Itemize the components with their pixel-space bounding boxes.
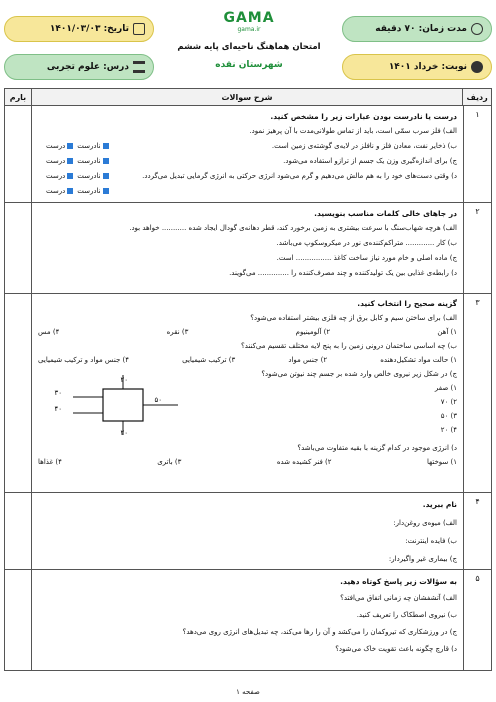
q5-item: الف) آتشفشان چه زمانی اتفاق می‌افتد؟	[340, 594, 457, 602]
questions-table	[4, 88, 492, 671]
q2-item: د) رابطه‌ی غذایی بین یک تولیدکننده و چند مصرف‌کننده را .............. می‌گویند.	[229, 269, 457, 277]
duration-box	[342, 16, 492, 42]
q1-text: الف) فلز سرب سمّی است، باید از تماس طولانی‌مدت با آن پرهیز نمود.	[249, 127, 457, 135]
q3b-question: ب) چه اساسی ساختمان درونی زمین را به پنج لایه مختلف تقسیم می‌کنند؟	[240, 342, 457, 350]
option[interactable]: ۱) آهن	[437, 328, 457, 336]
q1-title: درست یا نادرست بودن عبارات زیر را مشخص کنید.	[270, 112, 457, 121]
false-label: نادرست	[77, 157, 101, 165]
q3c-block	[38, 376, 457, 441]
checkbox-icon[interactable]	[103, 188, 109, 194]
question-row-5	[5, 570, 491, 670]
q4-body	[31, 493, 463, 569]
logo	[154, 10, 344, 33]
true-label: درست	[46, 187, 66, 195]
q5-item: ج) در ورزشکاری که تیروکمان را می‌کشد و آن را رها می‌کند، چه تبدیل‌های انرژی روی می‌دهد؟	[182, 628, 457, 636]
option[interactable]: ۲) ۷۰	[440, 398, 457, 406]
q3c-question: ج) در شکل زیر نیروی خالص وارد شده بر جسم چند نیوتن می‌شود؟	[261, 370, 457, 378]
option[interactable]: ۱) حالت مواد تشکیل‌دهنده	[380, 356, 457, 364]
q1-score	[5, 106, 31, 202]
calendar-icon	[133, 23, 145, 35]
q2-number: ۲	[463, 203, 491, 293]
q3a-question: الف) برای ساختن سیم و کابل برق از چه فلزی بیشتر استفاده می‌شود؟	[250, 314, 457, 322]
session: نوبت: خرداد ۱۴۰۱	[388, 62, 467, 72]
option[interactable]: ۳) ترکیب شیمیایی	[182, 356, 236, 364]
q1-item: د) وقتی دست‌های خود را به هم مالش می‌دهیم و گرم می‌شود انرژی حرکتی به انرژی گرمایی تبدیل می‌گردد.	[142, 172, 457, 180]
col-row: ردیف	[462, 89, 491, 105]
q5-item: د) قارچ چگونه باعث تقویت خاک می‌شود؟	[335, 645, 457, 653]
q3-title: گزینه صحیح را انتخاب کنید.	[357, 299, 457, 308]
option[interactable]: ۴) جنس مواد و ترکیب شیمیایی	[38, 356, 130, 364]
q1-text: ب) ذخایر نفت، معادن فلز و نافلز در لایه‌ی گوشته‌ی زمین است.	[271, 142, 457, 150]
false-label: نادرست	[77, 142, 101, 150]
false-label: نادرست	[77, 187, 101, 195]
q3-score	[5, 294, 31, 492]
q5-score	[5, 570, 31, 670]
option[interactable]: ۱) سوختها	[426, 458, 457, 466]
q1-item-options	[38, 184, 457, 199]
true-false-options	[46, 184, 109, 199]
col-score: بارم	[9, 92, 27, 102]
q2-score	[5, 203, 31, 293]
checkbox-icon[interactable]	[103, 173, 109, 179]
q1-number: ۱	[463, 106, 491, 202]
question-row-3	[5, 294, 491, 493]
clock-icon	[471, 23, 483, 35]
col-desc: شرح سوالات	[31, 89, 462, 105]
logo-text: GAMA	[223, 10, 275, 26]
q1-text: ج) برای اندازه‌گیری وزن یک جسم از ترازو استفاده می‌شود.	[283, 157, 457, 165]
q4-title: نام ببرید.	[422, 500, 457, 509]
force-label: ۳۰	[54, 389, 62, 397]
q5-body	[31, 570, 463, 670]
page-number: صفحه ۱	[236, 688, 260, 696]
question-row-4	[5, 493, 491, 570]
duration: مدت زمان: ۷۰ دقیقه	[375, 24, 467, 34]
option[interactable]: ۳) باتری	[157, 458, 182, 466]
true-false-options	[46, 169, 109, 184]
force-label: ۴۰	[54, 405, 62, 413]
option[interactable]: ۴) غذاها	[38, 458, 62, 466]
option[interactable]: ۴) ۲۰	[440, 426, 457, 434]
date-box	[4, 16, 154, 42]
true-label: درست	[46, 172, 66, 180]
city: شهرستان نقده	[215, 60, 283, 70]
option[interactable]: ۲) فنر کشیده شده	[276, 458, 332, 466]
q2-title: در جاهای خالی کلمات مناسب بنویسید.	[314, 209, 457, 218]
q5-item: ب) نیروی اصطکاک را تعریف کنید.	[356, 611, 457, 619]
q4-item: الف) میوه‌ی روغن‌دار:	[393, 519, 457, 527]
checkbox-icon[interactable]	[67, 173, 73, 179]
logo-site: gama.ir	[237, 26, 261, 33]
checkbox-icon[interactable]	[67, 188, 73, 194]
books-icon	[133, 61, 145, 73]
q3-number: ۳	[463, 294, 491, 492]
q2-item: الف) هرچه شهاب‌سنگ با سرعت بیشتری به زمین برخورد کند، قطر دهانه‌ی گودال ایجاد شده ........... خواهد بود.	[129, 224, 457, 232]
q3b-options	[38, 353, 457, 367]
subject-box	[4, 54, 154, 80]
option[interactable]: ۱) صفر	[434, 384, 457, 392]
sun-icon	[471, 61, 483, 73]
force-diagram	[54, 373, 188, 437]
table-header	[5, 89, 491, 106]
q2-body	[31, 203, 463, 293]
q5-title: به سؤالات زیر پاسخ کوتاه دهید.	[340, 577, 457, 586]
option[interactable]: ۴) مس	[38, 328, 60, 336]
force-label: ۲۰	[120, 429, 128, 437]
subject: درس: علوم تجربی	[46, 62, 129, 72]
q5-number: ۵	[463, 570, 491, 670]
question-row-2	[5, 203, 491, 294]
header	[4, 4, 492, 84]
q3d-question: د) انرژی موجود در کدام گزینه با بقیه متفاوت می‌باشد؟	[297, 444, 457, 452]
q3a-options	[38, 325, 457, 339]
option[interactable]: ۳) نقره	[166, 328, 189, 336]
q3d-options	[38, 455, 457, 469]
date: تاریخ: ۱۴۰۱/۰۳/۰۳	[49, 24, 129, 34]
false-label: نادرست	[77, 172, 101, 180]
session-box	[342, 54, 492, 80]
q3-body	[31, 294, 463, 492]
q4-item: ب) فایده اینترنت:	[405, 537, 457, 545]
box-body	[103, 389, 143, 421]
option[interactable]: ۳) ۵۰	[440, 412, 457, 420]
q4-score	[5, 493, 31, 569]
true-label: درست	[46, 142, 66, 150]
force-label: ۲۰	[120, 376, 128, 384]
option[interactable]: ۲) آلومینیوم	[295, 328, 331, 336]
q2-item: ج) ماده اصلی و خام مورد نیاز ساخت کاغذ ................ است.	[276, 254, 457, 262]
q2-item: ب) کار ............. متراکم‌کننده‌ی نور در میکروسکوپ می‌باشد.	[276, 239, 457, 247]
q1-body	[31, 106, 463, 202]
q4-number: ۴	[463, 493, 491, 569]
force-label: ۵۰	[154, 396, 162, 404]
true-label: درست	[46, 157, 66, 165]
option[interactable]: ۲) جنس مواد	[288, 356, 328, 364]
question-row-1	[5, 106, 491, 203]
exam-title: امتحان هماهنگ ناحیه‌ای پایه ششم	[177, 42, 321, 52]
exam-page	[4, 4, 492, 698]
q4-item: ج) بیماری غیر واگیردار:	[388, 555, 457, 563]
